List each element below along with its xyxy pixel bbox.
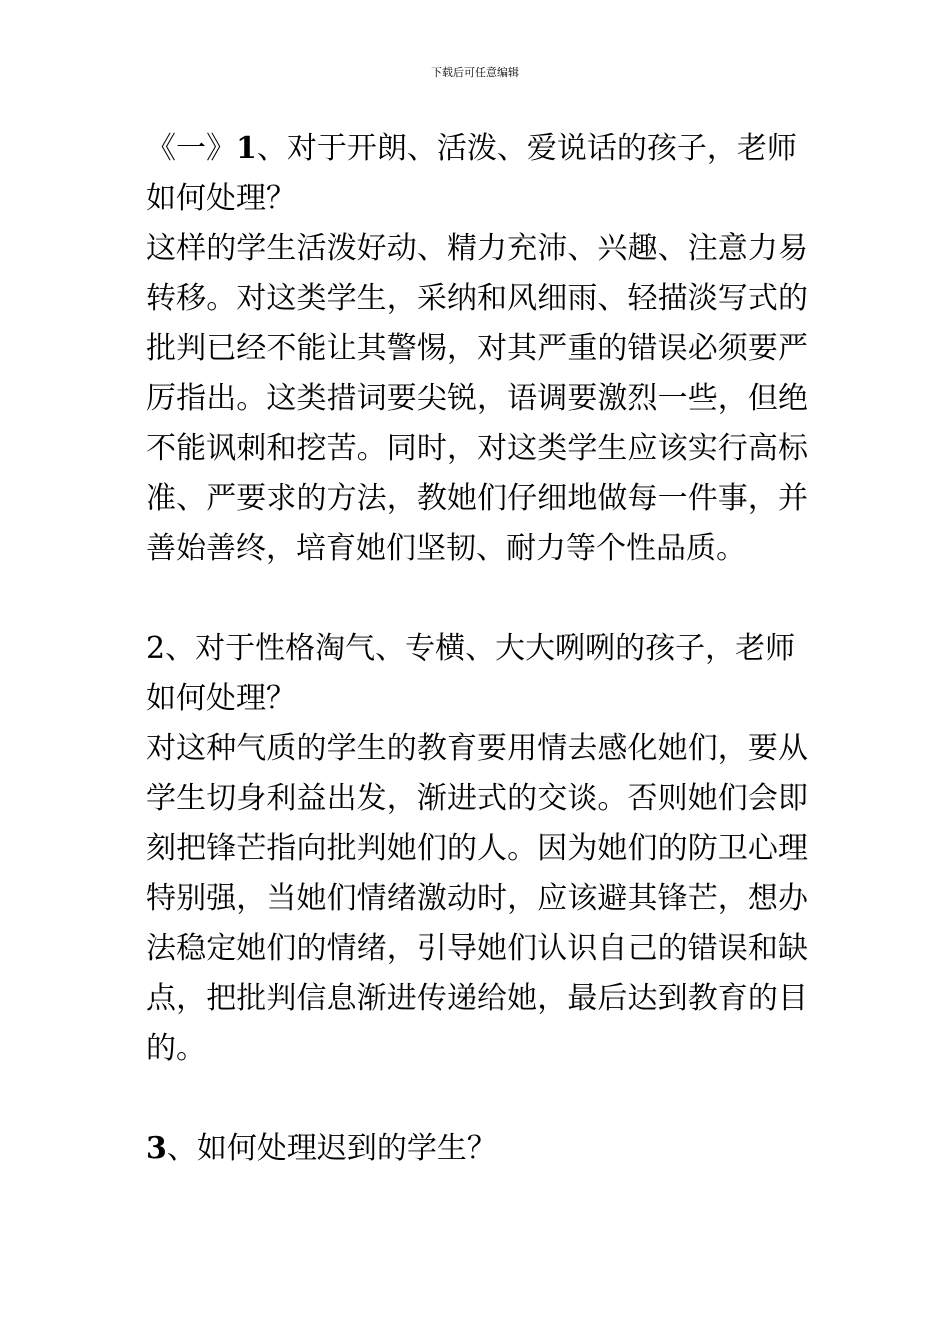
question-heading (146, 624, 808, 724)
question-prefix: 《一》 (146, 131, 236, 166)
section-spacer (146, 574, 808, 624)
section-1 (146, 124, 808, 574)
page-header-note: 下载后可任意编辑 (431, 66, 519, 79)
question-text: 、如何处理迟到的学生？ (166, 1131, 497, 1166)
section-2 (146, 624, 808, 1074)
answer-paragraph: 对这种气质的学生的教育要用情去感化她们，要从学生切身利益出发，渐进式的交谈。否则她们会即刻把锋芒指向批判她们的人。因为她们的防卫心理特别强，当她们情绪激动时，应该避其锋芒，想办法稳定她们的情绪，引导她们认识自己的错误和缺点，把批判信息渐进传递给她，最后达到教育的目的。 (146, 731, 808, 1066)
question-heading (146, 1124, 808, 1174)
question-number: 3 (146, 1131, 167, 1166)
answer-paragraph: 这样的学生活泼好动、精力充沛、兴趣、注意力易转移。对这类学生，采纳和风细雨、轻描淡写式的批判已经不能让其警惕，对其严重的错误必须要严厉指出。这类措词要尖锐，语调要激烈一些，但绝不能讽刺和挖苦。同时，对这类学生应该实行高标准、严要求的方法，教她们仔细地做每一件事，并善始善终，培育她们坚韧、耐力等个性品质。 (146, 231, 808, 566)
question-text: 、对于开朗、活泼、爱说话的孩子，老师如何处理？ (146, 131, 797, 216)
question-text: 、对于性格淘气、专横、大大咧咧的孩子，老师如何处理？ (146, 631, 796, 716)
question-heading (146, 124, 808, 224)
document-body (146, 124, 808, 1174)
section-3 (146, 1124, 808, 1174)
question-number: 1 (236, 131, 257, 166)
question-number: 2 (146, 631, 166, 666)
section-spacer (146, 1074, 808, 1124)
